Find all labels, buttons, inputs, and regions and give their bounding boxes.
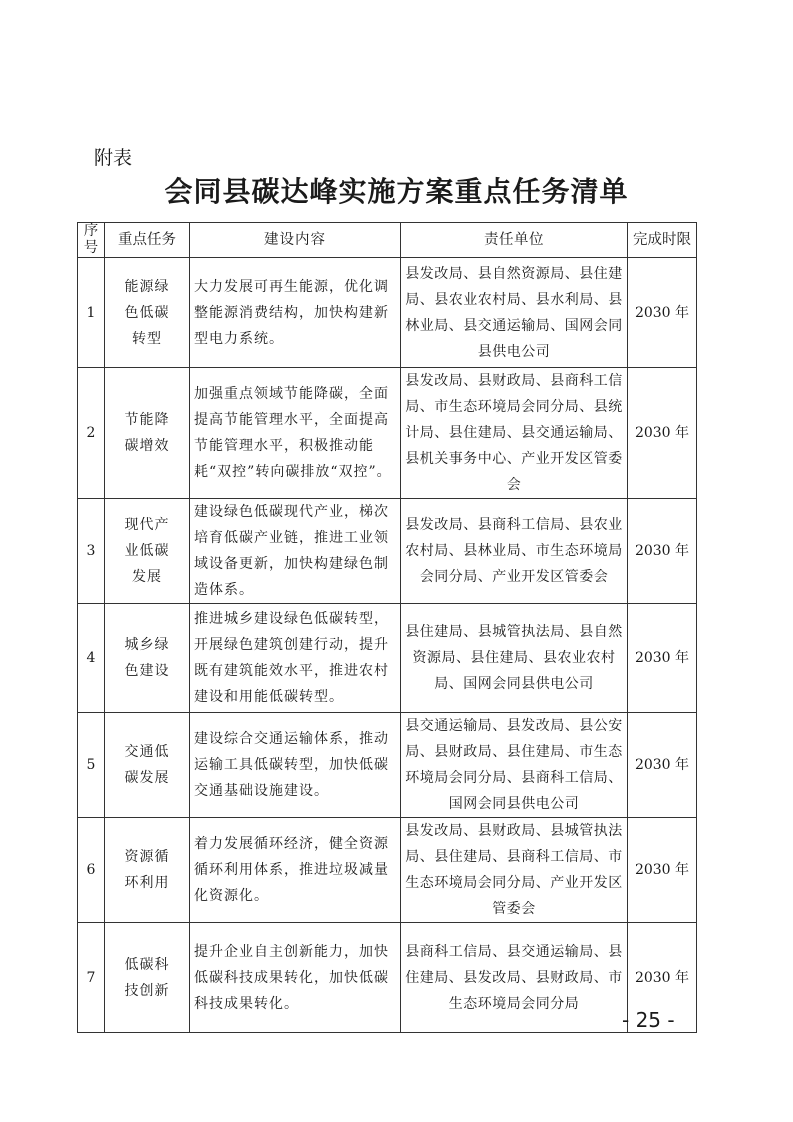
row-units: 县住建局、县城管执法局、县自然资源局、县住建局、县农业农村局、国网会同县供电公司	[401, 604, 628, 713]
table-header-row	[78, 223, 697, 258]
row-units: 县发改局、县商科工信局、县农业农村局、县林业局、市生态环境局会同分局、产业开发区管委会	[401, 499, 628, 604]
row-content: 着力发展循环经济，健全资源循环利用体系，推进垃圾减量化资源化。	[190, 818, 401, 923]
row-units: 县商科工信局、县交通运输局、县住建局、县发改局、县财政局、市生态环境局会同分局	[401, 923, 628, 1033]
row-task: 能源绿色低碳转型	[124, 278, 170, 347]
row-number: 7	[78, 923, 105, 1033]
row-deadline: 2030 年	[628, 258, 697, 368]
row-content: 建设绿色低碳现代产业，梯次培育低碳产业链，推进工业领域设备更新，加快构建绿色制造体系。	[190, 499, 401, 604]
row-units: 县发改局、县财政局、县商科工信局、市生态环境局会同分局、县统计局、县住建局、县交通运输局、县机关事务中心、产业开发区管委会	[401, 368, 628, 499]
table-row	[78, 818, 697, 923]
row-number: 1	[78, 258, 105, 368]
page-number: - 25 -	[622, 1008, 675, 1032]
table-row	[78, 499, 697, 604]
header-task: 重点任务	[105, 223, 190, 258]
row-deadline: 2030 年	[628, 604, 697, 713]
row-task: 城乡绿色建设	[124, 637, 170, 679]
row-number: 4	[78, 604, 105, 713]
row-content: 大力发展可再生能源，优化调整能源消费结构，加快构建新型电力系统。	[190, 258, 401, 368]
row-task: 交通低碳发展	[124, 744, 170, 786]
row-task-cell	[105, 923, 190, 1033]
row-content: 推进城乡建设绿色低碳转型，开展绿色建筑创建行动，提升既有建筑能效水平，推进农村建设和用能低碳转型。	[190, 604, 401, 713]
header-units: 责任单位	[401, 223, 628, 258]
row-units: 县交通运输局、县发改局、县公安局、县财政局、县住建局、市生态环境局会同分局、县商科工信局、国网会同县供电公司	[401, 713, 628, 818]
row-units: 县发改局、县自然资源局、县住建局、县农业农村局、县水利局、县林业局、县交通运输局、国网会同县供电公司	[401, 258, 628, 368]
row-number: 2	[78, 368, 105, 499]
header-content: 建设内容	[190, 223, 401, 258]
row-task: 现代产业低碳发展	[124, 517, 170, 585]
row-task-cell	[105, 604, 190, 713]
row-deadline: 2030 年	[628, 368, 697, 499]
row-task-cell	[105, 818, 190, 923]
row-task-cell	[105, 368, 190, 499]
table-row	[78, 604, 697, 713]
table-row	[78, 713, 697, 818]
row-number: 5	[78, 713, 105, 818]
table-row	[78, 258, 697, 368]
row-deadline: 2030 年	[628, 499, 697, 604]
appendix-label: 附表	[94, 147, 133, 169]
row-units: 县发改局、县财政局、县城管执法局、县住建局、县商科工信局、市生态环境局会同分局、产业开发区管委会	[401, 818, 628, 923]
row-task: 资源循环利用	[124, 849, 170, 891]
header-deadline: 完成时限	[628, 223, 697, 258]
row-task-cell	[105, 713, 190, 818]
row-task: 节能降碳增效	[124, 412, 170, 454]
table-row	[78, 923, 697, 1033]
row-content: 提升企业自主创新能力，加快低碳科技成果转化，加快低碳科技成果转化。	[190, 923, 401, 1033]
row-content: 建设综合交通运输体系，推动运输工具低碳转型，加快低碳交通基础设施建设。	[190, 713, 401, 818]
header-no: 序号	[78, 223, 105, 258]
page-title: 会同县碳达峰实施方案重点任务清单	[164, 175, 629, 208]
row-deadline: 2030 年	[628, 713, 697, 818]
task-table	[77, 222, 697, 1033]
row-deadline: 2030 年	[628, 818, 697, 923]
row-task-cell	[105, 258, 190, 368]
row-content: 加强重点领域节能降碳，全面提高节能管理水平，全面提高节能管理水平，积极推动能耗“双控”转向碳排放“双控”。	[190, 368, 401, 499]
row-number: 3	[78, 499, 105, 604]
row-number: 6	[78, 818, 105, 923]
table-row	[78, 368, 697, 499]
row-task-cell	[105, 499, 190, 604]
row-deadline: 2030 年	[628, 923, 697, 1033]
row-task: 低碳科技创新	[124, 956, 170, 999]
